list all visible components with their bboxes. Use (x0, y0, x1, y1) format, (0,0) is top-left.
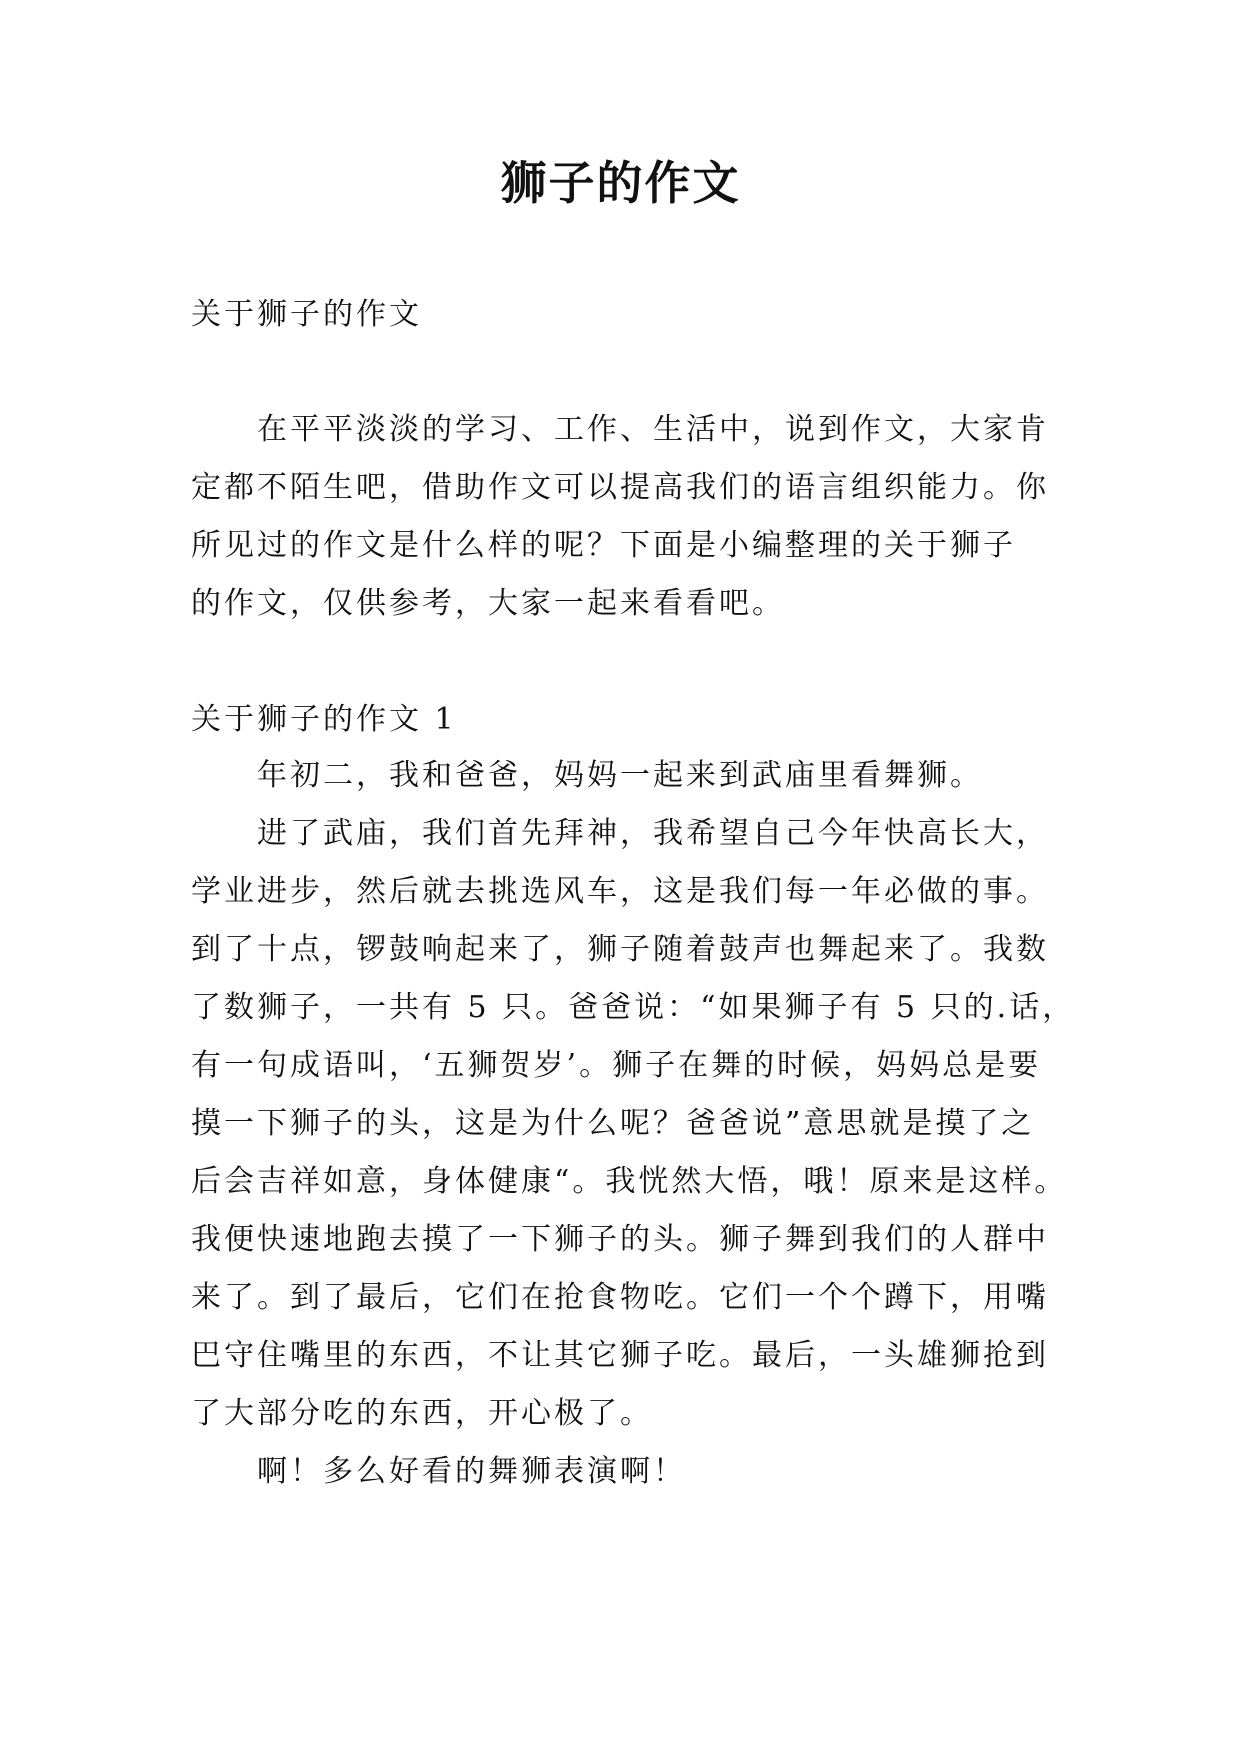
story-line: 了数狮子，一共有 5 只。爸爸说：“如果狮子有 5 只的.话， (191, 990, 1076, 1025)
story-paragraph-1: 年初二，我和爸爸，妈妈一起来到武庙里看舞狮。 (257, 758, 983, 793)
subtitle-text: 关于狮子的作文 (191, 297, 422, 332)
intro-line: 在平平淡淡的学习、工作、生活中，说到作文，大家肯 (257, 412, 1049, 447)
story-line: 到了十点，锣鼓响起来了，狮子随着鼓声也舞起来了。我数 (191, 932, 1049, 967)
intro-paragraph (191, 401, 1061, 633)
story-body (191, 747, 1076, 1501)
intro-line: 所见过的作文是什么样的呢？下面是小编整理的关于狮子 (191, 528, 1016, 563)
story-line: 来了。到了最后，它们在抢食物吃。它们一个个蹲下，用嘴 (191, 1280, 1049, 1315)
document-subtitle (191, 286, 1061, 344)
document-title: 狮子的作文 (500, 156, 741, 210)
story-line: 了大部分吃的东西，开心极了。 (191, 1396, 653, 1431)
story-line: 学业进步，然后就去挑选风车，这是我们每一年必做的事。 (191, 874, 1049, 909)
story-line: 进了武庙，我们首先拜神，我希望自己今年快高长大， (257, 816, 1049, 851)
story-line: 有一句成语叫，‘五狮贺岁’。狮子在舞的时候，妈妈总是要 (191, 1048, 1042, 1083)
story-line: 摸一下狮子的头，这是为什么呢？爸爸说”意思就是摸了之 (191, 1106, 1035, 1141)
story-paragraph-3: 啊！多么好看的舞狮表演啊！ (257, 1454, 686, 1489)
section-heading-text: 关于狮子的作文 1 (191, 702, 457, 737)
intro-line: 定都不陌生吧，借助作文可以提高我们的语言组织能力。你 (191, 470, 1049, 505)
intro-line: 的作文，仅供参考，大家一起来看看吧。 (191, 586, 785, 621)
section-heading (191, 691, 1061, 749)
story-line: 巴守住嘴里的东西，不让其它狮子吃。最后，一头雄狮抢到 (191, 1338, 1049, 1373)
story-line: 后会吉祥如意，身体健康“。我恍然大悟，哦！原来是这样。 (191, 1164, 1068, 1199)
story-line: 我便快速地跑去摸了一下狮子的头。狮子舞到我们的人群中 (191, 1222, 1049, 1257)
